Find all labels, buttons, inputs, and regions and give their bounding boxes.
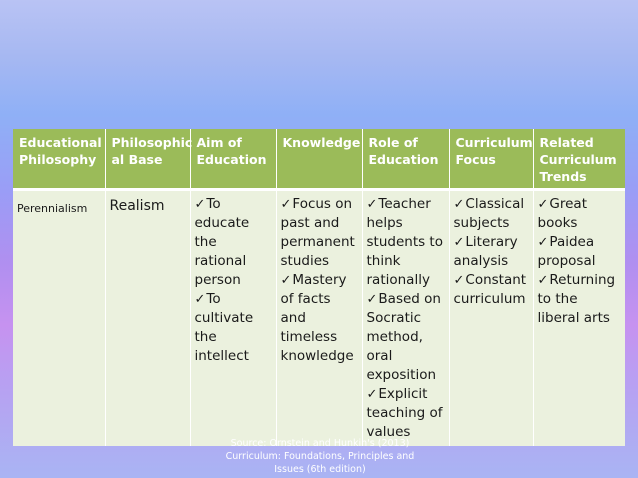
list-item-text: Focus on past and permanent studies: [280, 196, 355, 269]
list-item: [367, 195, 445, 290]
list-item: [454, 271, 529, 309]
list-item-text: Literary analysis: [453, 234, 518, 269]
list-item-text: Based on Socratic method, oral exposition: [366, 291, 441, 383]
source-caption: [200, 437, 440, 476]
list-item-text: Teacher helps students to think rationally: [366, 196, 443, 288]
checkmark-icon: ✓: [537, 273, 549, 288]
list-item: [454, 233, 529, 271]
list-item: [538, 233, 622, 271]
list-item: [281, 271, 358, 366]
list-item-text: Classical subjects: [453, 196, 525, 231]
header-curriculum-focus: Curriculum Focus: [449, 129, 533, 190]
cell-base: Realism: [105, 190, 190, 447]
header-role-of-education: Role of Education: [362, 129, 449, 190]
list-item-text: Explicit teaching of values: [366, 386, 443, 440]
cell-trends: [533, 190, 625, 447]
list-item: [195, 195, 272, 290]
list-item: [367, 385, 445, 442]
source-line-3: Issues (6th edition): [274, 464, 366, 475]
header-philosophical-base: Philosophic al Base: [105, 129, 190, 190]
checkmark-icon: ✓: [453, 197, 465, 212]
source-line-1: Source: Ornstein and Hunkin's (2013): [230, 438, 410, 449]
checkmark-icon: ✓: [537, 235, 549, 250]
checkmark-icon: ✓: [366, 292, 378, 307]
list-item-text: Returning to the liberal arts: [537, 272, 616, 326]
source-line-2: Curriculum: Foundations, Principles and: [225, 451, 415, 462]
role-list: [367, 195, 445, 442]
list-item-text: To educate the rational person: [194, 196, 250, 288]
knowledge-list: [281, 195, 358, 366]
list-item-text: Paidea proposal: [537, 234, 596, 269]
trends-list: [538, 195, 622, 328]
cell-focus: [449, 190, 533, 447]
table-header-row: [13, 129, 625, 190]
list-item: [195, 290, 272, 366]
table-row: [13, 190, 625, 447]
header-aim-of-education: Aim of Education: [190, 129, 276, 190]
list-item: [281, 195, 358, 271]
checkmark-icon: ✓: [366, 197, 378, 212]
list-item: [454, 195, 529, 233]
list-item: [367, 290, 445, 385]
checkmark-icon: ✓: [453, 273, 465, 288]
aim-list: [195, 195, 272, 366]
checkmark-icon: ✓: [194, 197, 206, 212]
cell-philosophy: Perennialism: [13, 190, 105, 447]
checkmark-icon: ✓: [537, 197, 549, 212]
list-item-text: Great books: [537, 196, 587, 231]
checkmark-icon: ✓: [280, 197, 292, 212]
header-related-curriculum-trends: Related Curriculum Trends: [533, 129, 625, 190]
list-item: [538, 271, 622, 328]
checkmark-icon: ✓: [194, 292, 206, 307]
header-educational-philosophy: Educational Philosophy: [13, 129, 105, 190]
header-knowledge: Knowledge: [276, 129, 362, 190]
checkmark-icon: ✓: [453, 235, 465, 250]
philosophy-table: [13, 129, 625, 446]
cell-role: [362, 190, 449, 447]
cell-aim: [190, 190, 276, 447]
list-item-text: Constant curriculum: [453, 272, 527, 307]
checkmark-icon: ✓: [280, 273, 292, 288]
focus-list: [454, 195, 529, 309]
list-item-text: To cultivate the intellect: [194, 291, 254, 364]
list-item-text: Mastery of facts and timeless knowledge: [280, 272, 354, 364]
list-item: [538, 195, 622, 233]
cell-knowledge: [276, 190, 362, 447]
checkmark-icon: ✓: [366, 387, 378, 402]
